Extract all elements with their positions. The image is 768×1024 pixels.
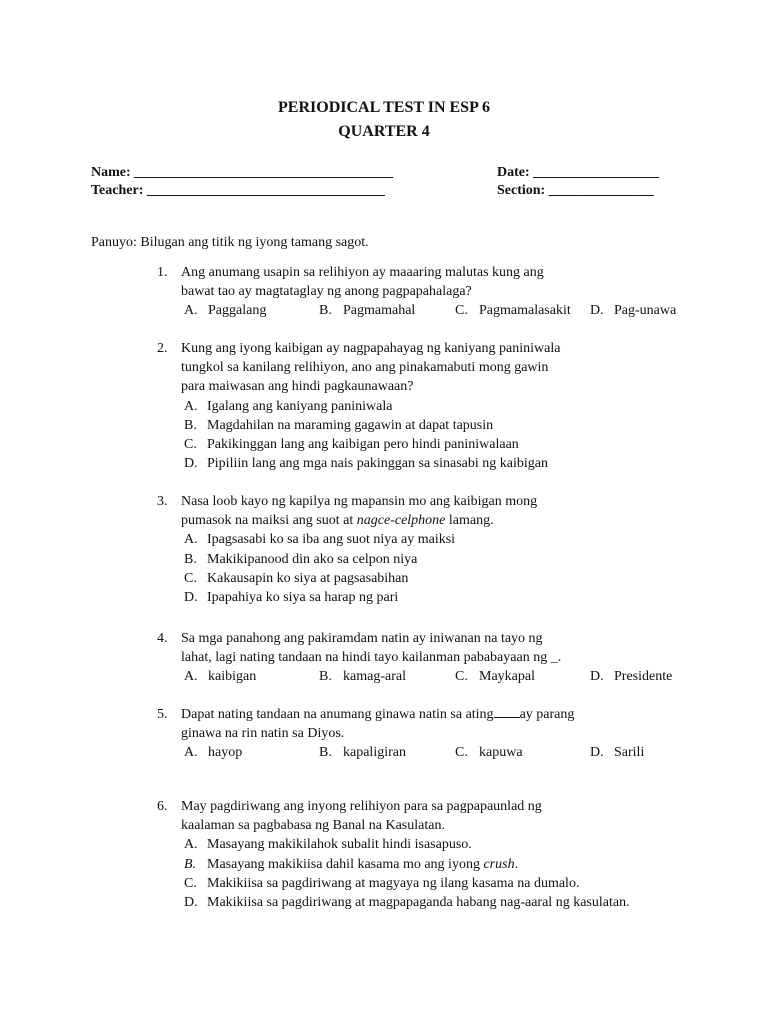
choice-text: Makikipanood din ako sa celpon niya — [207, 551, 418, 567]
choice-b[interactable] — [316, 667, 406, 686]
choice-a[interactable] — [184, 530, 697, 549]
choice-text: Pagmamalasakit — [479, 303, 571, 319]
choice-a[interactable] — [184, 835, 697, 854]
question-line — [181, 705, 697, 724]
question-6 — [157, 797, 697, 912]
question-number: 5. — [157, 707, 168, 722]
choice-letter: B. — [184, 551, 197, 567]
question-3 — [157, 492, 697, 607]
teacher-field[interactable]: Teacher: __________________________________ — [91, 183, 385, 198]
date-field[interactable]: Date: __________________ — [497, 165, 660, 180]
test-title: PERIODICAL TEST IN ESP 6 — [278, 99, 490, 116]
question-number: 6. — [157, 799, 168, 814]
choice-letter: B. — [319, 745, 332, 761]
choice-a[interactable] — [184, 397, 697, 416]
question-text: Dapat nating tandaan na anumang ginawa natin sa ating — [181, 707, 494, 722]
choice-letter: D. — [590, 303, 604, 319]
choice-text: Ipagsasabi ko sa iba ang suot niya ay maiksi — [207, 532, 456, 548]
choice-d[interactable] — [184, 588, 697, 607]
question-line — [181, 511, 697, 530]
choice-text: Kakausapin ko siya at pagsasabihan — [207, 570, 409, 586]
choice-letter: C. — [184, 437, 197, 453]
choice-letter: C. — [455, 745, 468, 761]
choice-letter: C. — [184, 875, 197, 891]
choice-letter: A. — [184, 303, 198, 319]
choice-letter: C. — [184, 570, 197, 586]
question-number: 3. — [157, 494, 168, 509]
choice-text: Presidente — [614, 669, 673, 685]
question-line: Kung ang iyong kaibigan ay nagpapahayag ng kaniyang paniniwala — [181, 341, 561, 356]
choice-letter: D. — [184, 895, 198, 911]
question-line: bawat tao ay magtataglay ng anong pagpapahalaga? — [181, 284, 472, 300]
choice-text: Maykapal — [479, 669, 535, 685]
test-header — [0, 96, 768, 144]
choice-d[interactable] — [587, 743, 644, 762]
question-4 — [157, 629, 697, 687]
question-5 — [157, 705, 697, 763]
choice-a[interactable] — [181, 667, 256, 686]
choice-b[interactable] — [316, 301, 415, 320]
question-number: 4. — [157, 631, 168, 646]
choice-letter: D. — [184, 590, 198, 606]
choice-b[interactable] — [316, 743, 406, 762]
question-number: 1. — [157, 265, 168, 280]
choices-row — [181, 301, 697, 320]
choice-text: Pagmamahal — [343, 303, 416, 319]
choice-c[interactable] — [452, 667, 535, 686]
choice-letter: A. — [184, 532, 198, 548]
choice-text: Magdahilan na maraming gagawin at dapat tapusin — [207, 417, 494, 433]
choice-text: . — [514, 856, 519, 872]
choice-d[interactable] — [184, 893, 697, 912]
question-text: ay parang — [519, 707, 575, 722]
choice-d[interactable] — [587, 667, 672, 686]
choice-letter: A. — [184, 398, 198, 414]
choice-c[interactable] — [184, 435, 697, 454]
choice-letter: B. — [184, 417, 197, 433]
instructions: Panuyo: Bilugan ang titik ng iyong tamang sagot. — [91, 235, 369, 250]
choice-a[interactable] — [181, 743, 242, 762]
choice-b[interactable] — [184, 550, 697, 569]
choice-letter: C. — [455, 669, 468, 685]
question-line: kaalaman sa pagbabasa ng Banal na Kasulatan. — [181, 818, 445, 834]
choice-letter: A. — [184, 669, 198, 685]
choice-text: Makikiisa sa pagdiriwang at magyaya ng ilang kasama na dumalo. — [207, 875, 580, 891]
question-line: ginawa na rin natin sa Diyos. — [181, 726, 345, 742]
choice-text: hayop — [208, 745, 243, 761]
choice-letter: A. — [184, 745, 198, 761]
question-text: pumasok na maiksi ang suot at — [181, 513, 357, 529]
choice-text: Sarili — [614, 745, 645, 761]
question-line: Sa mga panahong ang pakiramdam natin ay iniwanan na tayo ng — [181, 631, 543, 646]
section-field[interactable]: Section: _______________ — [497, 183, 654, 198]
choice-text: kaibigan — [208, 669, 257, 685]
choice-text: Igalang ang kaniyang paniniwala — [207, 398, 393, 414]
choice-text: kapuwa — [479, 745, 523, 761]
choice-letter: C. — [455, 303, 468, 319]
question-line: lahat, lagi nating tandaan na hindi tayo kailanman pababayaan ng _. — [181, 650, 562, 666]
choice-letter: D. — [184, 456, 198, 472]
choice-text: Ipapahiya ko siya sa harap ng pari — [207, 590, 399, 606]
choice-letter: B. — [319, 303, 332, 319]
choice-c[interactable] — [184, 569, 697, 588]
question-line: tungkol sa kanilang relihiyon, ano ang pinakamabuti mong gawin — [181, 360, 549, 376]
choice-text: Pag-unawa — [614, 303, 677, 319]
choice-letter: D. — [590, 669, 604, 685]
choice-b[interactable] — [184, 855, 697, 874]
choice-d[interactable] — [587, 301, 676, 320]
question-text: lamang. — [445, 513, 494, 529]
choice-c[interactable] — [452, 743, 523, 762]
test-quarter: QUARTER 4 — [338, 123, 430, 140]
choice-text: kamag-aral — [343, 669, 406, 685]
teacher-section-row — [91, 182, 691, 236]
choice-a[interactable] — [181, 301, 266, 320]
choice-text: Masayang makikiisa dahil kasama mo ang iyong — [207, 856, 484, 872]
choice-c[interactable] — [452, 301, 571, 320]
question-line: Nasa loob kayo ng kapilya ng mapansin mo ang kaibigan mong — [181, 494, 538, 509]
question-2 — [157, 339, 697, 473]
choice-text: Pipiliin lang ang mga nais pakinggan sa sinasabi ng kaibigan — [207, 456, 548, 472]
question-text-italic: nagce-celphone — [356, 513, 446, 529]
choice-text-italic: crush — [483, 856, 515, 872]
question-1 — [157, 263, 697, 321]
choices-row — [181, 667, 697, 686]
question-line: May pagdiriwang ang inyong relihiyon para sa pagpapaunlad ng — [181, 799, 542, 814]
choice-text: Pakikinggan lang ang kaibigan pero hindi paniniwalaan — [207, 437, 519, 453]
choice-text: Paggalang — [208, 303, 267, 319]
question-line: para maiwasan ang hindi pagkaunawaan? — [181, 379, 414, 395]
choice-letter: B. — [184, 856, 197, 872]
choice-text: kapaligiran — [343, 745, 406, 761]
choices-row — [181, 743, 697, 762]
choice-text: Makikiisa sa pagdiriwang at magpapaganda habang nag-aaral ng kasulatan. — [207, 895, 630, 911]
choice-d[interactable] — [184, 454, 697, 473]
choice-letter: A. — [184, 837, 198, 853]
question-line: Ang anumang usapin sa relihiyon ay maaaring malutas kung ang — [181, 265, 544, 280]
choice-letter: B. — [319, 669, 332, 685]
choice-text: Masayang makikilahok subalit hindi isasapuso. — [207, 837, 472, 853]
answer-blank[interactable] — [494, 705, 520, 718]
choice-c[interactable] — [184, 874, 697, 893]
name-field[interactable]: Name: _____________________________________ — [91, 165, 394, 180]
question-number: 2. — [157, 341, 168, 356]
choice-b[interactable] — [184, 416, 697, 435]
choice-letter: D. — [590, 745, 604, 761]
